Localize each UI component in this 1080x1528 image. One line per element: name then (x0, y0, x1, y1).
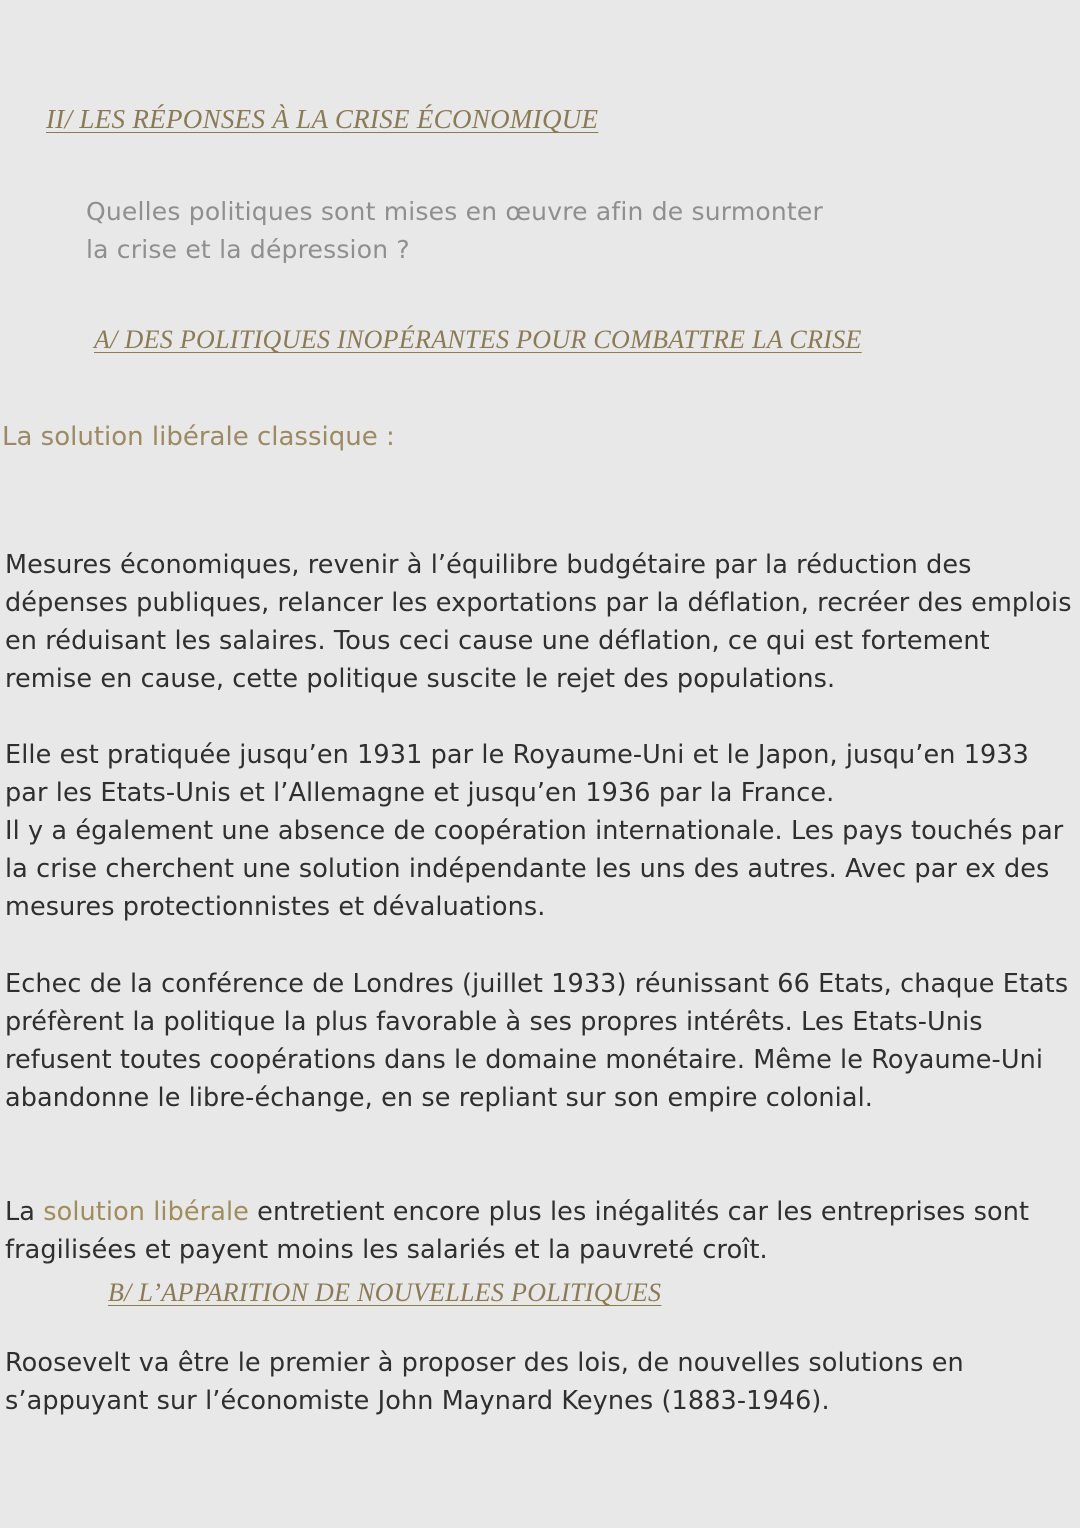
paragraph-economic-measures: Mesures économiques, revenir à l’équilibre budgétaire par la réduction des dépenses publiques, relancer les exportations par la déflation, recréer des emplois en réduisant les salaires. Tous ceci cause une déflation, ce qui est fortement remise en cause, cette politique suscite le rejet des populations. (5, 550, 1072, 694)
question-line-1: Quelles politiques sont mises en œuvre afin de surmonter (86, 197, 823, 226)
paragraph-london-conference: Echec de la conférence de Londres (juillet 1933) réunissant 66 Etats, chaque Etats préfèrent la politique la plus favorable à ses propres intérêts. Les Etats-Unis refusent toutes coopérations dans le domaine monétaire. Même le Royaume-Uni abandonne le libre-échange, en se repliant sur son empire colonial. (5, 969, 1069, 1113)
subsection-b-title: B/ L’APPARITION DE NOUVELLES POLITIQUES (108, 1278, 662, 1307)
paragraph-practice-dates-line-1: Elle est pratiquée jusqu’en 1931 par le Royaume-Uni et le Japon, jusqu’en 1933 par les Etats-Unis et l’Allemagne et jusqu’en 1936 par la France. (5, 740, 1030, 808)
paragraph-inequalities (5, 1193, 1077, 1269)
subheading-liberal-solution: La solution libérale classique : (2, 422, 395, 452)
subsection-a-title: A/ DES POLITIQUES INOPÉRANTES POUR COMBATTRE LA CRISE (94, 325, 862, 354)
paragraph-practice-dates-line-2: Il y a également une absence de coopération internationale. Les pays touchés par la crise cherchent une solution indépendante les uns des autres. Avec par ex des mesures protectionnistes et dévaluations. (5, 816, 1064, 922)
guiding-question (86, 193, 986, 269)
highlight-solution-liberale: solution libérale (43, 1197, 249, 1227)
paragraph-inequalities-prefix: La (5, 1197, 44, 1227)
paragraph-inequalities-suffix: entretient encore plus les inégalités car les entreprises sont fragilisées et payent moins les salariés et la pauvreté croît. (5, 1197, 1030, 1265)
paragraph-practice-dates (5, 736, 1077, 926)
paragraph-roosevelt: Roosevelt va être le premier à proposer des lois, de nouvelles solutions en s’appuyant sur l’économiste John Maynard Keynes (1883-1946). (5, 1348, 964, 1416)
question-line-2: la crise et la dépression ? (86, 235, 410, 264)
section-title: II/ LES RÉPONSES À LA CRISE ÉCONOMIQUE (46, 104, 599, 134)
